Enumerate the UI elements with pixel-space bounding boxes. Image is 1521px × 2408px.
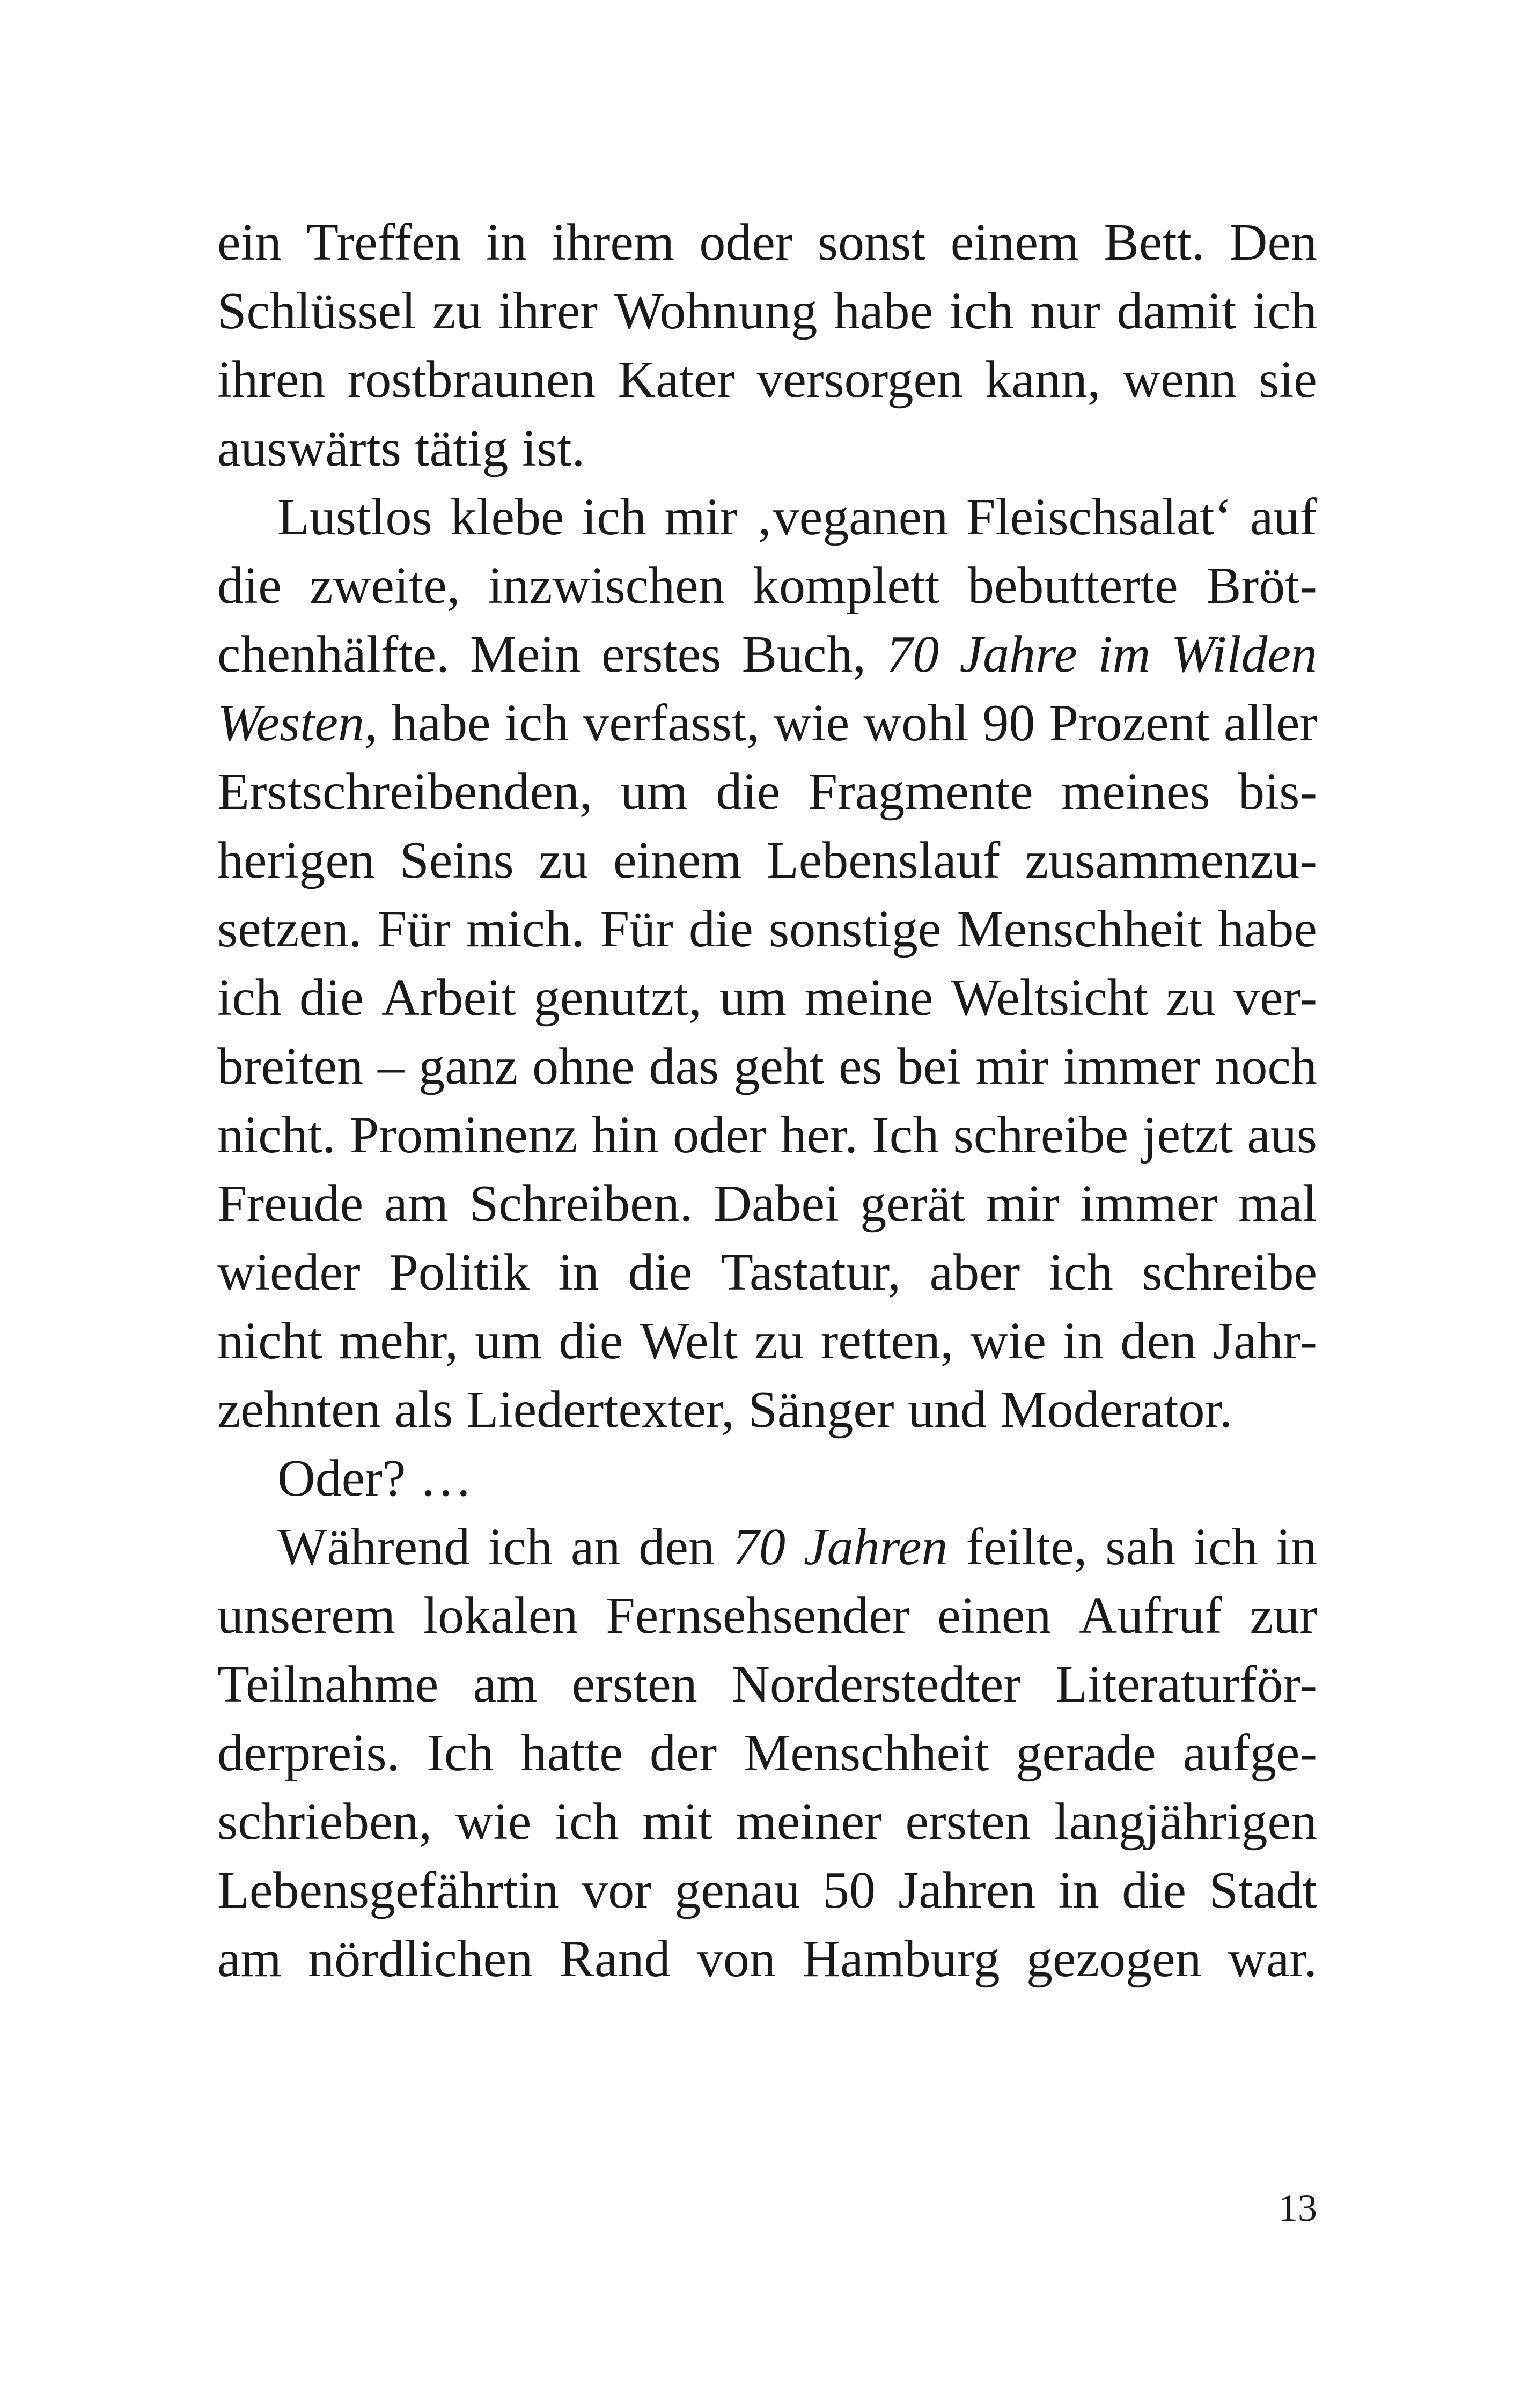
word: ‚veganen [755,488,949,546]
word: Stadt [1209,1861,1317,1919]
word: bebutterte [967,557,1178,615]
word: Prominenz [349,1106,578,1164]
text-line [217,1856,1317,1925]
word: ich [1193,1518,1258,1576]
text-line [217,1650,1317,1719]
word: schrieben, [217,1793,432,1851]
word: tätig [415,419,509,477]
word: wieder [217,1243,361,1301]
word: oder [699,213,793,271]
word: chenhälfte. [217,625,450,683]
word: zu [539,831,589,889]
word: sah [1105,1518,1175,1576]
word: Weltsicht [951,969,1149,1027]
word: ich [949,282,1014,340]
word: war. [1228,1930,1317,1988]
word: Hamburg [802,1930,1000,1988]
word: herigen [217,831,375,889]
text-line [217,1307,1317,1375]
word: ein [217,213,282,271]
word: wohl [863,694,969,752]
word: Erstschreibenden, [217,763,593,821]
word: langjährigen [1054,1793,1317,1851]
word: gezogen [1026,1930,1202,1988]
word: nicht [217,1312,322,1370]
word: ich [488,1518,553,1576]
word: Dabei [714,1175,840,1233]
word: setzen. [217,900,362,958]
word: in [486,213,527,271]
word: Ich [872,1106,939,1164]
text-line [217,277,1317,345]
word: ich [504,694,569,752]
word: unserem [217,1587,395,1645]
word: gerade [1016,1724,1156,1782]
word: nur [1030,282,1100,340]
page-number: 13 [1278,2186,1317,2229]
word: Lebenslauf [766,831,1001,889]
word: ganz [418,1037,518,1095]
word: habe [1217,900,1317,958]
word: zur [1250,1587,1317,1645]
word: Liedertexter, [466,1381,734,1439]
word: genutzt, [533,969,702,1027]
word: schreibe [953,1106,1129,1164]
word: an [570,1518,621,1576]
word: Schlüssel [217,282,416,340]
text-line [217,414,1317,483]
word: Mein [469,625,581,683]
word: 50 [822,1861,876,1919]
word: es [839,1037,883,1095]
word: verfasst, [583,694,760,752]
word: Moderator. [1000,1381,1233,1439]
word: versorgen [756,351,964,409]
word: vor [582,1861,652,1919]
word: ihren [217,351,326,409]
word: bis- [1238,763,1317,821]
word: mit [642,1793,712,1851]
word: Welt [640,1312,738,1370]
word: Während [277,1518,471,1576]
text-line [217,1101,1317,1169]
italic-word: Westen, [217,694,378,752]
word: und [908,1381,987,1439]
word: mir [986,1175,1060,1233]
word: nördlichen [308,1930,533,1988]
word: Fleischsalat‘ [966,488,1232,546]
word: her. [780,1106,858,1164]
word: klebe [450,488,564,546]
word: die [299,969,364,1027]
word: Sänger [748,1381,894,1439]
word: zusammenzu- [1025,831,1317,889]
word: Arbeit [381,969,516,1027]
word: Fernsehsender [606,1587,910,1645]
word: 90 [982,694,1035,752]
word: den [1120,1312,1196,1370]
text-line [217,1238,1317,1307]
word: Treffen [306,213,461,271]
text-line [217,1444,1317,1513]
word: damit [1116,282,1237,340]
word: Kater [618,351,735,409]
word: zu [432,282,482,340]
text-line [217,1787,1317,1856]
word: Für [377,900,451,958]
word: Wohnung [614,282,818,340]
word: Literaturför- [1055,1655,1317,1713]
word: Menschheit [957,900,1202,958]
word: Rand [559,1930,671,1988]
word: hin [591,1106,659,1164]
word: Jahr- [1213,1312,1317,1370]
word: die [559,1312,623,1370]
text-line [217,826,1317,895]
word: in [1063,1312,1104,1370]
word: ersten [905,1793,1031,1851]
word: ohne [532,1037,635,1095]
word: Schreiben. [469,1175,693,1233]
word: die [1122,1861,1187,1919]
text-line [217,1169,1317,1238]
word: in [1276,1518,1317,1576]
word: Oder? [277,1449,406,1507]
word: einen [937,1587,1052,1645]
word: zweite, [310,557,460,615]
text-line [217,1925,1317,1993]
text-line [217,1513,1317,1581]
word: oder [673,1106,767,1164]
italic-word: im [1098,625,1151,683]
text-line [217,963,1317,1032]
word: ich [1049,1243,1113,1301]
word: sonstige [769,900,942,958]
word: zehnten [217,1381,381,1439]
word: ersten [571,1655,697,1713]
word: aber [929,1243,1020,1301]
word: Jahren [898,1861,1036,1919]
word: Lustlos [277,488,432,546]
word: die [689,900,753,958]
text-line [217,1032,1317,1101]
text-line [217,1375,1317,1444]
word: feilte, [966,1518,1088,1576]
text-line [217,345,1317,414]
word: ver- [1233,969,1317,1027]
word: retten, [820,1312,954,1370]
word: mehr, [339,1312,459,1370]
word: am [384,1175,449,1233]
word: immer [1080,1175,1218,1233]
word: komplett [753,557,940,615]
word: mich. [466,900,585,958]
word: um [620,763,688,821]
word: rostbraunen [347,351,596,409]
word: ich [582,488,646,546]
word: schreibe [1142,1243,1317,1301]
word: inzwischen [488,557,725,615]
word: habe [391,694,491,752]
italic-word: Jahren [803,1518,948,1576]
word: Buch, [741,625,866,683]
italic-word: 70 [732,1518,785,1576]
word: mal [1238,1175,1317,1233]
text-line [217,208,1317,277]
word: genau [674,1861,800,1919]
word: auf [1250,488,1317,546]
word: Seins [400,831,514,889]
word: den [638,1518,715,1576]
word: wie [773,694,850,752]
word: meiner [736,1793,882,1851]
word: einem [613,831,742,889]
word: aus [1247,1106,1317,1164]
text-line [217,551,1317,620]
word: meine [804,969,934,1027]
word: ich [1253,282,1317,340]
word: um [475,1312,542,1370]
word: breiten [217,1037,364,1095]
word: derpreis. [217,1724,400,1782]
word: der [649,1724,717,1782]
word: erstes [601,625,722,683]
word: nicht. [217,1106,336,1164]
word: als [394,1381,453,1439]
word: mir [975,1037,1049,1095]
word: wie [970,1312,1046,1370]
word: sonst [817,213,926,271]
word: Prozent [1049,694,1210,752]
text-line [217,689,1317,757]
word: in [558,1243,599,1301]
word: Ich [427,1724,494,1782]
word: Lebensgefährtin [217,1861,559,1919]
word: … [419,1449,472,1507]
word: ihrer [498,282,598,340]
text-line [217,1581,1317,1650]
word: hatte [520,1724,623,1782]
word: zu [754,1312,804,1370]
word: Menschheit [744,1724,989,1782]
word: gerät [860,1175,966,1233]
italic-word: 70 [886,625,939,683]
text-line [217,620,1317,689]
word: Politik [389,1243,530,1301]
word: aller [1223,694,1317,752]
word: Fragmente [808,763,1033,821]
word: ihrem [552,213,675,271]
word: Norderstedter [732,1655,1021,1713]
word: kann, [985,351,1101,409]
word: Freude [217,1175,364,1233]
italic-word: Wilden [1171,625,1317,683]
word: die [628,1243,693,1301]
word: meines [1061,763,1210,821]
word: um [719,969,787,1027]
word: auswärts [217,419,401,477]
text-line [217,895,1317,963]
word: zu [1166,969,1216,1027]
word: bei [897,1037,961,1095]
text-line [217,757,1317,826]
word: mir [664,488,738,546]
word: sie [1259,351,1317,409]
word: Tastatur, [721,1243,901,1301]
word: aufge- [1182,1724,1317,1782]
word: ich [217,969,282,1027]
text-line [217,1719,1317,1787]
word: Teilnahme [217,1655,439,1713]
body-text [217,208,1317,1993]
word: wenn [1122,351,1237,409]
word: Für [600,900,673,958]
word: Bett. [1104,213,1205,271]
word: ich [554,1793,619,1851]
word: wie [455,1793,532,1851]
word: lokalen [423,1587,578,1645]
word: geht [733,1037,825,1095]
word: am [473,1655,538,1713]
word: jetzt [1142,1106,1233,1164]
word: Bröt- [1206,557,1317,615]
text-line [217,483,1317,551]
word: – [378,1037,405,1095]
word: das [649,1037,719,1095]
word: die [217,557,282,615]
word: die [716,763,781,821]
word: immer [1063,1037,1201,1095]
word: in [1058,1861,1099,1919]
word: habe [834,282,934,340]
word: am [217,1930,282,1988]
word: noch [1215,1037,1317,1095]
word: Aufruf [1079,1587,1222,1645]
word: von [696,1930,776,1988]
word: ist. [522,419,585,477]
word: einem [950,213,1079,271]
italic-word: Jahre [959,625,1078,683]
word: Den [1229,213,1317,271]
